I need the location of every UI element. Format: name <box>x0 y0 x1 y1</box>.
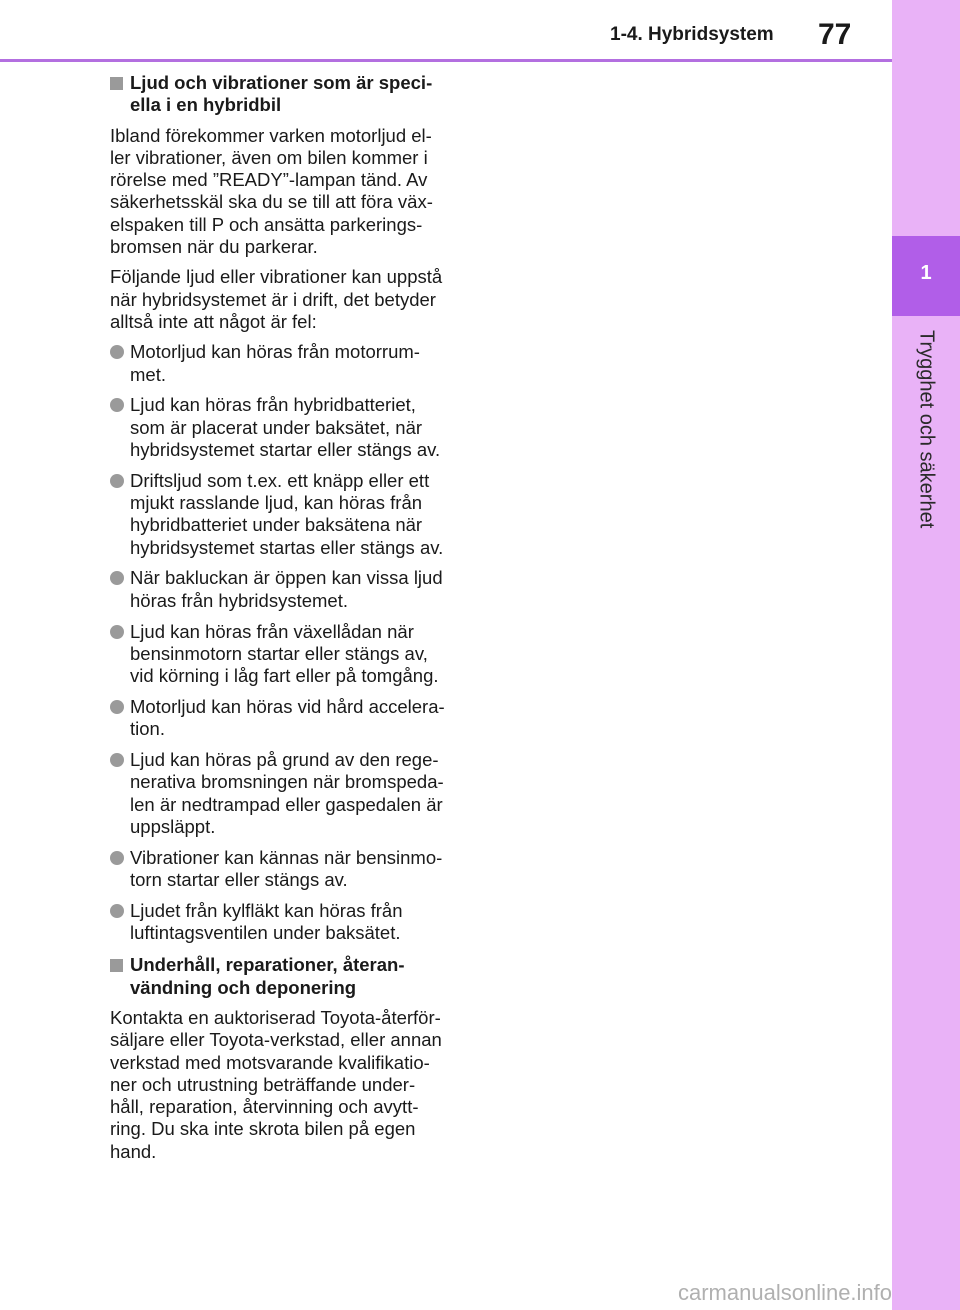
bullet-dot-icon <box>110 753 124 767</box>
bullet-dot-icon <box>110 904 124 918</box>
text-line: rörelse med ”READY”-lampan tänd. Av <box>110 169 428 191</box>
list-item <box>110 341 470 386</box>
text-line: hybridsystemet startas eller stängs av. <box>130 536 444 558</box>
text-line: met. <box>130 363 166 385</box>
text-line: säljare eller Toyota-verkstad, eller annan <box>110 1029 442 1051</box>
text-line: hybridsystemet startar eller stängs av. <box>130 438 441 460</box>
sound-list <box>110 341 470 944</box>
text-line: uppsläppt. <box>130 815 216 837</box>
square-bullet-icon <box>110 77 123 90</box>
section-title: 1-4. Hybridsystem <box>610 24 774 45</box>
text-line: håll, reparation, återvinning och avytt- <box>110 1096 419 1118</box>
text-line: När bakluckan är öppen kan vissa ljud <box>130 567 443 589</box>
chapter-sidebar <box>892 0 960 1310</box>
bullet-dot-icon <box>110 474 124 488</box>
text-line: nerativa bromsningen när bromspeda- <box>130 771 444 793</box>
list-item <box>110 696 470 741</box>
heading-line: Ljud och vibrationer som är speci- <box>130 72 433 93</box>
list-item <box>110 749 470 838</box>
text-line: torn startar eller stängs av. <box>130 869 348 890</box>
text-line: Vibrationer kan kännas när bensinmo- <box>130 846 443 868</box>
text-line: luftintagsventilen under baksätet. <box>130 922 401 944</box>
heading-line: vändning och deponering <box>130 976 357 998</box>
text-line: Ljudet från kylfläkt kan höras från <box>130 899 403 921</box>
text-line: Driftsljud som t.ex. ett knäpp eller ett <box>130 469 430 491</box>
text-line: Ibland förekommer varken motorljud el- <box>110 124 432 146</box>
text-line: hybridbatteriet under baksätena när <box>130 514 423 536</box>
text-line: Följande ljud eller vibrationer kan uppstå <box>110 266 443 288</box>
text-line: len är nedtrampad eller gaspedalen är <box>130 793 443 815</box>
text-line: höras från hybridsystemet. <box>130 589 348 611</box>
text-line: elspaken till P och ansätta parkerings- <box>110 213 423 235</box>
list-item <box>110 621 470 688</box>
section-heading-maintenance <box>110 954 470 999</box>
bullet-dot-icon <box>110 625 124 639</box>
section-heading-sounds <box>110 72 470 117</box>
main-content <box>110 72 470 1171</box>
chapter-number: 1 <box>920 262 932 284</box>
text-line: Ljud kan höras på grund av den rege- <box>130 749 439 771</box>
list-item <box>110 847 470 892</box>
bullet-dot-icon <box>110 851 124 865</box>
header-divider <box>0 59 892 62</box>
text-line: bromsen när du parkerar. <box>110 236 318 258</box>
text-line: vid körning i låg fart eller på tomgång. <box>130 665 439 687</box>
text-line: ler vibrationer, även om bilen kommer i <box>110 146 428 168</box>
list-item <box>110 567 470 612</box>
text-line: Motorljud kan höras vid hård accelera- <box>130 695 445 717</box>
text-line: Motorljud kan höras från motorrum- <box>130 341 420 363</box>
chapter-tab[interactable] <box>892 236 960 316</box>
page-header <box>0 0 892 62</box>
text-line: mjukt rasslande ljud, kan höras från <box>130 492 423 514</box>
text-line: Ljud kan höras från hybridbatteriet, <box>130 394 416 416</box>
text-line: ring. Du ska inte skrota bilen på egen <box>110 1118 416 1140</box>
text-line: bensinmotorn startar eller stängs av, <box>130 642 428 664</box>
text-line: ner och utrustning beträffande under- <box>110 1073 416 1095</box>
text-line: hand. <box>110 1140 157 1162</box>
text-line: Kontakta en auktoriserad Toyota-återför- <box>110 1006 441 1028</box>
bullet-dot-icon <box>110 398 124 412</box>
bullet-dot-icon <box>110 700 124 714</box>
heading-line: Underhåll, reparationer, återan- <box>130 954 405 976</box>
list-item <box>110 394 470 461</box>
text-line: tion. <box>130 718 165 740</box>
list-item <box>110 900 470 945</box>
page-number: 77 <box>818 18 852 51</box>
intro-paragraph <box>110 125 470 259</box>
text-line: när hybridsystemet är i drift, det betyder <box>110 288 436 310</box>
text-line: verkstad med motsvarande kvalifikatio- <box>110 1051 430 1073</box>
watermark: carmanualsonline.info <box>678 1280 893 1305</box>
text-line: Ljud kan höras från växellådan när <box>130 620 414 642</box>
bullet-dot-icon <box>110 571 124 585</box>
list-item <box>110 470 470 559</box>
text-line: alltså inte att något är fel: <box>110 310 317 332</box>
list-intro-paragraph <box>110 266 470 333</box>
maintenance-paragraph <box>110 1007 470 1163</box>
bullet-dot-icon <box>110 345 124 359</box>
square-bullet-icon <box>110 959 123 972</box>
chapter-title: Trygghet och säkerhet <box>915 330 938 529</box>
text-line: som är placerat under baksätet, när <box>130 416 423 438</box>
text-line: säkerhetsskäl ska du se till att föra väx- <box>110 191 433 213</box>
heading-line: ella i en hybridbil <box>130 94 282 116</box>
